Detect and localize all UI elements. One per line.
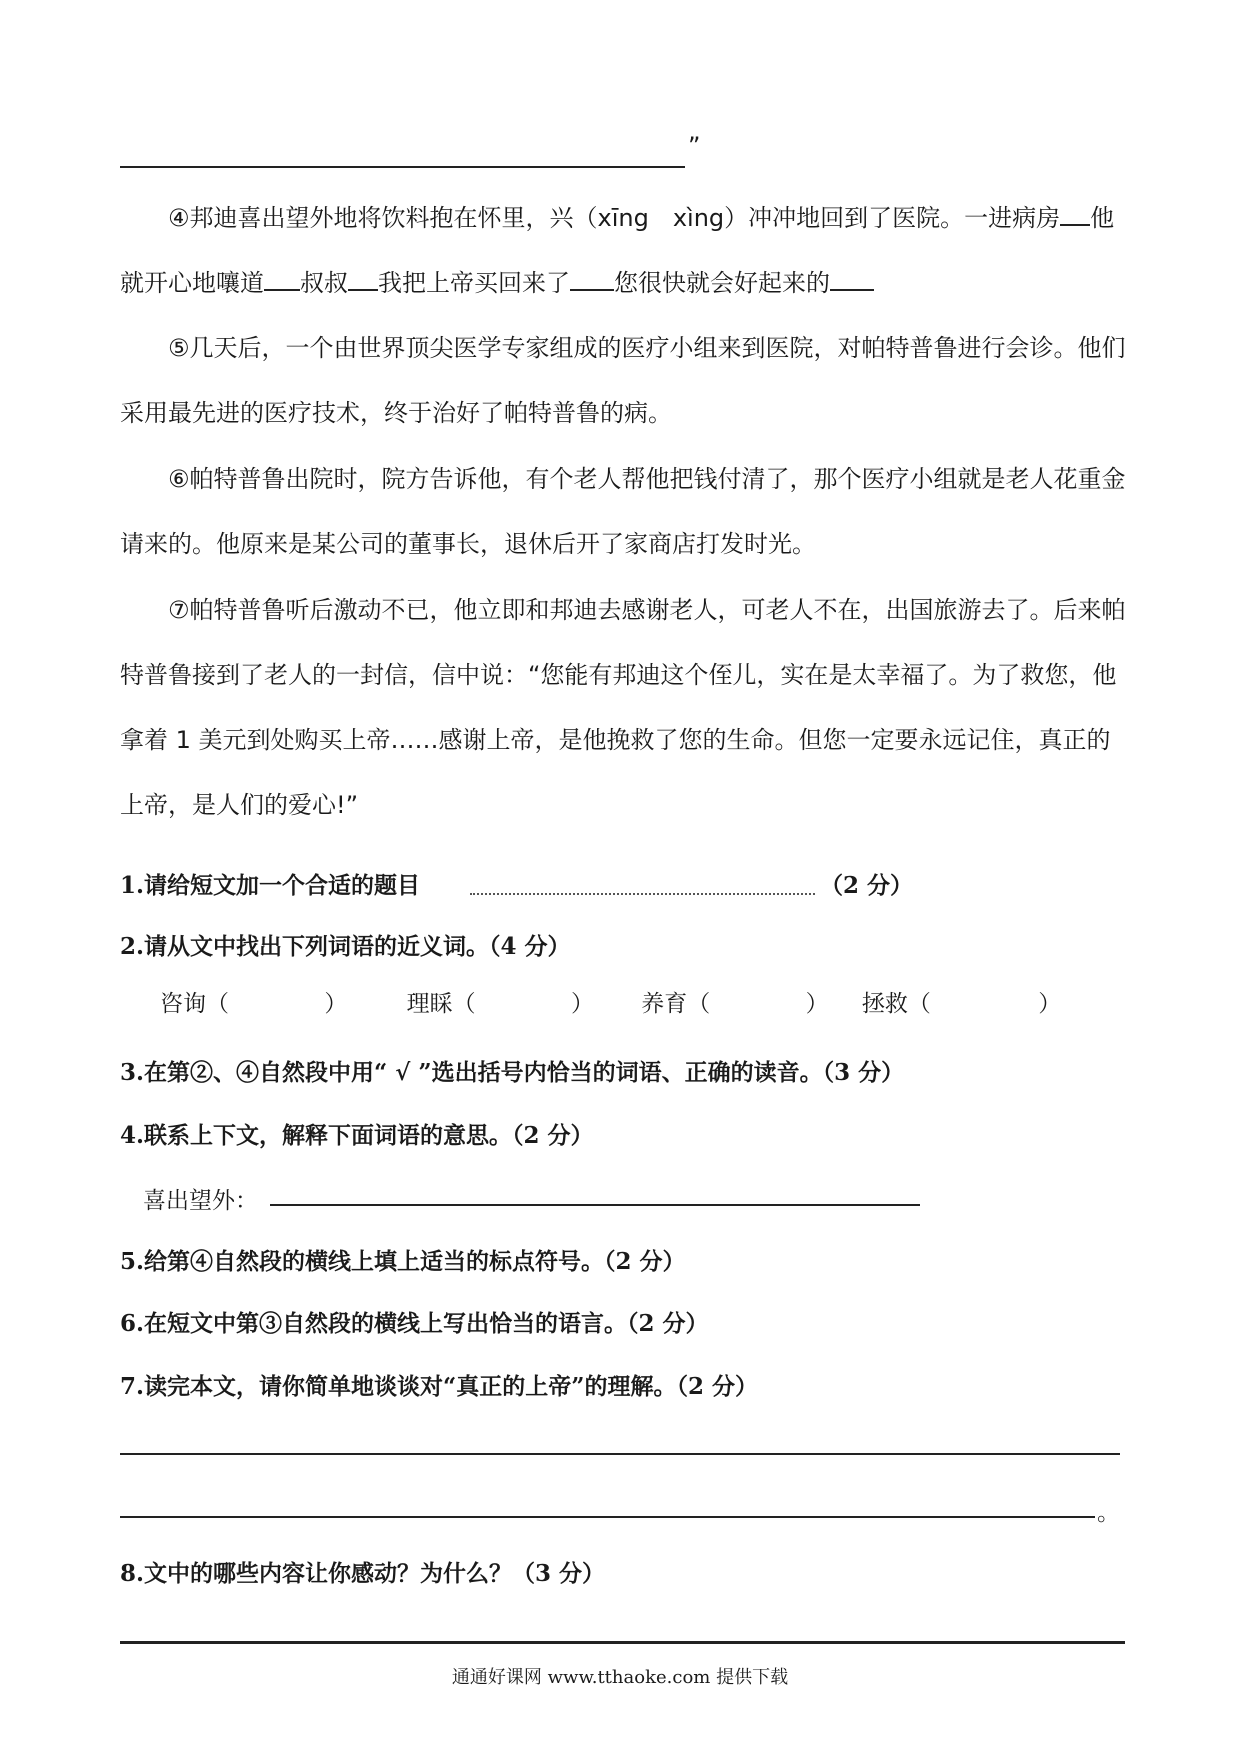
question-1-text: 1.请给短文加一个合适的题目: [120, 872, 421, 899]
question-7-answer-line-2[interactable]: [120, 1516, 1095, 1518]
word-yangyu: 养育（: [641, 991, 711, 1017]
paragraph-7: ⑦帕特普鲁听后激动不已，他立即和邦迪去感谢老人，可老人不在，出国旅游去了。后来帕特普鲁接到了老人的一封信，信中说：“您能有邦迪这个侄儿，实在是太幸福了。为了救您，他拿着 1 美元到处购买上帝……感谢上帝，是他挽救了您的生命。但您一定要永远记住，真正的上帝，是人们的爱心!”: [120, 596, 1126, 819]
question-7-answer-line-1[interactable]: [120, 1453, 1120, 1455]
blank-5: [830, 265, 874, 291]
paragraph-4-text-a: ④邦迪喜出望外地将饮料抱在怀里，兴（xīng xìng）冲冲地回到了医院。一进病房: [168, 204, 1061, 232]
word-yangyu-close: ）: [805, 991, 829, 1017]
question-7: 7.读完本文，请你简单地谈谈对“真正的上帝”的理解。（2 分）: [120, 1373, 758, 1400]
word-zixun-close: ）: [324, 991, 348, 1017]
synonym-words: [160, 985, 1061, 1018]
footer-text: 通通好课网 www.tthaoke.com 提供下载: [451, 1667, 789, 1688]
word-licai-close: ）: [570, 991, 594, 1017]
question-3: 3.在第②、④自然段中用“ √ ”选出括号内恰当的词语、正确的读音。（3 分）: [120, 1059, 905, 1086]
xichuwangwai-label: 喜出望外：: [143, 1188, 258, 1214]
question-1-score: （2 分）: [820, 872, 914, 899]
paragraph-6: ⑥帕特普鲁出院时，院方告诉他，有个老人帮他把钱付清了，那个医疗小组就是老人花重金请来的。他原来是某公司的董事长，退休后开了家商店打发时光。: [120, 465, 1126, 558]
word-licai: 理睬（: [406, 991, 476, 1017]
paragraph-4-text-e: 您很快就会好起来的: [614, 269, 830, 297]
question-8: 8.文中的哪些内容让你感动？为什么？（3 分）: [120, 1560, 606, 1587]
title-answer-line[interactable]: [470, 893, 815, 895]
word-zhengjiu-close: ）: [1038, 991, 1062, 1017]
answer-line-top: [120, 166, 685, 168]
question-4: 4.联系上下文，解释下面词语的意思。（2 分）: [120, 1122, 594, 1149]
paragraph-4-text-b: 他就开心地嚷道: [120, 204, 1115, 297]
paragraph-4-text-d: 我把上帝买回来了: [378, 269, 570, 297]
blank-1: [1060, 200, 1090, 226]
question-7-end-mark: 。: [1097, 1500, 1120, 1526]
blank-4: [570, 265, 614, 291]
question-1: [120, 867, 420, 900]
blank-3: [348, 265, 378, 291]
footer-rule: [120, 1641, 1125, 1644]
question-2: 2.请从文中找出下列词语的近义词。（4 分）: [120, 933, 571, 960]
question-5: 5.给第④自然段的横线上填上适当的标点符号。（2 分）: [120, 1248, 686, 1275]
word-zixun: 咨询（: [160, 991, 229, 1017]
paragraph-4-text-c: 叔叔: [300, 269, 348, 297]
question-6: 6.在短文中第③自然段的横线上写出恰当的语言。（2 分）: [120, 1310, 709, 1337]
closing-quote: ”: [688, 132, 701, 160]
xichuwangwai-answer-line[interactable]: [270, 1204, 920, 1206]
paragraph-5: ⑤几天后，一个由世界顶尖医学专家组成的医疗小组来到医院，对帕特普鲁进行会诊。他们采用最先进的医疗技术，终于治好了帕特普鲁的病。: [120, 334, 1126, 427]
paragraph-4: [120, 186, 1130, 316]
blank-2: [264, 265, 300, 291]
word-zhengjiu: 拯救（: [861, 991, 931, 1017]
